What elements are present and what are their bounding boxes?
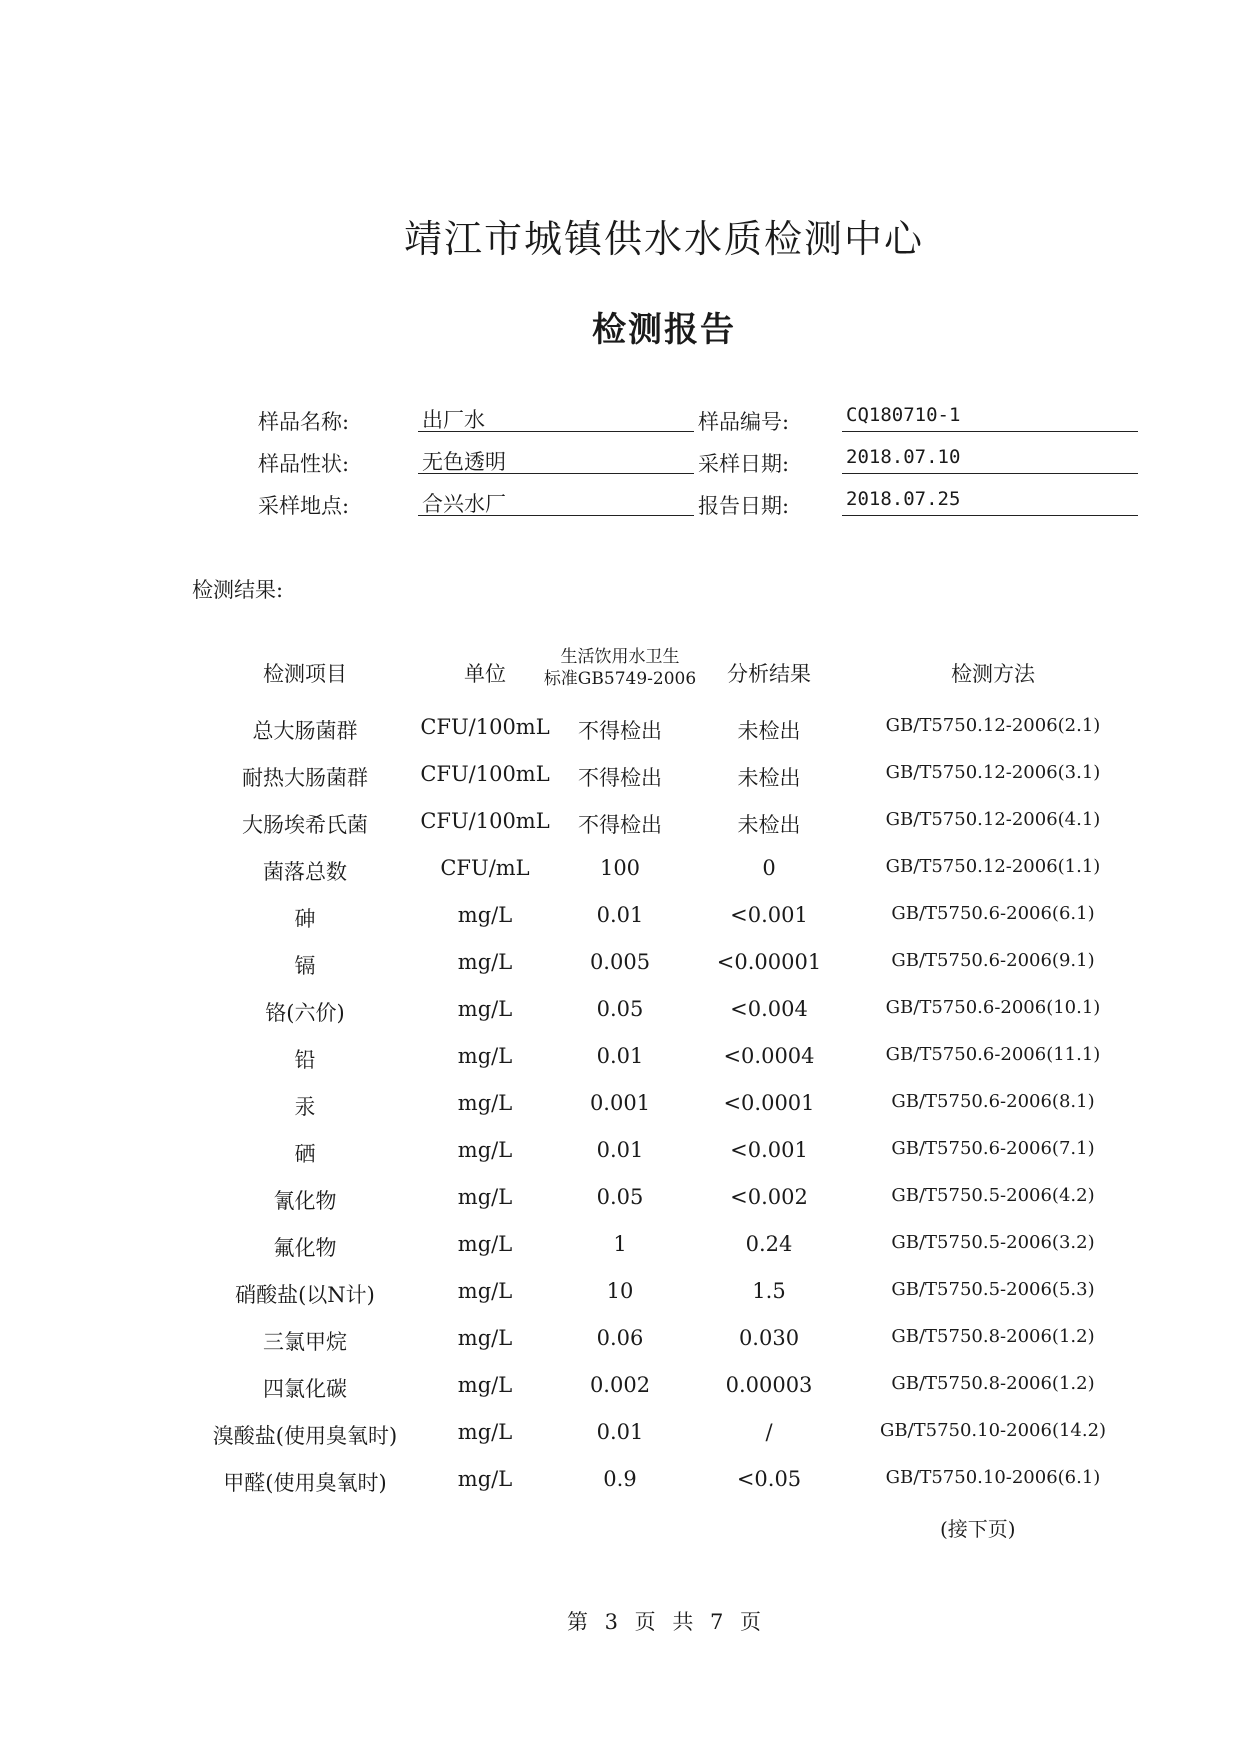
cell-method: GB/T5750.6-2006(9.1)	[891, 950, 1095, 971]
cell-result: /	[765, 1420, 773, 1444]
report-date-value: 2018.07.25	[842, 488, 1138, 516]
results-label: 检测结果:	[192, 578, 284, 602]
cell-unit: mg/L	[457, 1044, 513, 1068]
report-date-label: 报告日期:	[698, 494, 790, 518]
cell-result: 未检出	[737, 813, 801, 837]
cell-result: 0.00003	[725, 1373, 813, 1397]
cell-method: GB/T5750.10-2006(6.1)	[885, 1467, 1101, 1488]
continued-note: (接下页)	[940, 1517, 1016, 1541]
cell-method: GB/T5750.12-2006(4.1)	[885, 809, 1101, 830]
table-row	[0, 1044, 1240, 1090]
cell-item: 总大肠菌群	[252, 719, 358, 743]
cell-standard: 0.05	[596, 1185, 644, 1209]
cell-unit: CFU/100mL	[420, 762, 550, 786]
col-header-standard-line2: 标准GB5749-2006	[543, 669, 697, 689]
cell-unit: mg/L	[457, 1232, 513, 1256]
col-header-unit: 单位	[464, 662, 506, 686]
cell-method: GB/T5750.5-2006(5.3)	[891, 1279, 1095, 1300]
cell-unit: mg/L	[457, 1279, 513, 1303]
cell-standard: 100	[599, 856, 641, 880]
table-row	[0, 1373, 1240, 1419]
cell-standard: 1	[613, 1232, 627, 1256]
cell-item: 菌落总数	[263, 860, 347, 884]
cell-standard: 0.9	[603, 1467, 637, 1491]
cell-result: 未检出	[737, 719, 801, 743]
table-row	[0, 856, 1240, 902]
cell-standard: 10	[606, 1279, 634, 1303]
sample-name-value: 出厂水	[418, 404, 694, 432]
cell-item: 铅	[294, 1048, 316, 1072]
cell-item: 硝酸盐(以N计)	[235, 1283, 375, 1307]
col-header-standard-line1: 生活饮用水卫生	[560, 647, 680, 667]
cell-result: <0.0004	[723, 1044, 815, 1068]
cell-result: 0.030	[738, 1326, 800, 1350]
cell-result: 0	[762, 856, 776, 880]
sample-name-label: 样品名称:	[258, 410, 350, 434]
cell-standard: 0.001	[589, 1091, 651, 1115]
sample-state-label: 样品性状:	[258, 452, 350, 476]
cell-item: 耐热大肠菌群	[242, 766, 368, 790]
cell-method: GB/T5750.12-2006(1.1)	[885, 856, 1101, 877]
cell-item: 四氯化碳	[263, 1377, 347, 1401]
cell-item: 溴酸盐(使用臭氧时)	[212, 1424, 398, 1448]
table-row	[0, 1279, 1240, 1325]
cell-standard: 0.06	[596, 1326, 644, 1350]
cell-method: GB/T5750.6-2006(7.1)	[891, 1138, 1095, 1159]
cell-item: 镉	[294, 954, 316, 978]
sample-state-value: 无色透明	[418, 446, 694, 474]
cell-unit: CFU/mL	[440, 856, 530, 880]
cell-unit: mg/L	[457, 1138, 513, 1162]
cell-method: GB/T5750.8-2006(1.2)	[891, 1373, 1095, 1394]
cell-method: GB/T5750.10-2006(14.2)	[879, 1420, 1107, 1441]
cell-result: <0.001	[730, 903, 808, 927]
cell-item: 三氯甲烷	[263, 1330, 347, 1354]
cell-result: <0.05	[736, 1467, 802, 1491]
cell-standard: 不得检出	[578, 813, 662, 837]
cell-unit: mg/L	[457, 1420, 513, 1444]
cell-standard: 0.002	[589, 1373, 651, 1397]
cell-unit: mg/L	[457, 1373, 513, 1397]
cell-item: 铬(六价)	[265, 1001, 345, 1025]
cell-standard: 不得检出	[578, 766, 662, 790]
cell-standard: 0.01	[596, 1138, 644, 1162]
report-title: 检测报告	[592, 310, 736, 350]
cell-method: GB/T5750.12-2006(3.1)	[885, 762, 1101, 783]
cell-item: 氰化物	[273, 1189, 337, 1213]
table-row	[0, 1091, 1240, 1137]
cell-standard: 0.01	[596, 1044, 644, 1068]
cell-item: 甲醛(使用臭氧时)	[223, 1471, 387, 1495]
cell-result: <0.00001	[716, 950, 822, 974]
cell-item: 大肠埃希氏菌	[242, 813, 368, 837]
sampling-date-value: 2018.07.10	[842, 446, 1138, 474]
cell-unit: mg/L	[457, 1326, 513, 1350]
cell-unit: mg/L	[457, 997, 513, 1021]
page-number: 第 3 页 共 7 页	[566, 1610, 762, 1634]
table-row	[0, 997, 1240, 1043]
cell-item: 砷	[294, 907, 316, 931]
table-row	[0, 1326, 1240, 1372]
cell-unit: mg/L	[457, 950, 513, 974]
table-row	[0, 1420, 1240, 1466]
cell-result: 未检出	[737, 766, 801, 790]
sampling-site-value: 合兴水厂	[418, 488, 694, 516]
cell-standard: 0.005	[589, 950, 651, 974]
sampling-date-label: 采样日期:	[698, 452, 790, 476]
cell-result: <0.0001	[723, 1091, 815, 1115]
cell-result: <0.002	[730, 1185, 808, 1209]
col-header-standard	[540, 646, 700, 690]
cell-unit: CFU/100mL	[420, 715, 550, 739]
cell-unit: mg/L	[457, 903, 513, 927]
cell-method: GB/T5750.8-2006(1.2)	[891, 1326, 1095, 1347]
cell-method: GB/T5750.5-2006(4.2)	[891, 1185, 1095, 1206]
cell-standard: 0.01	[596, 1420, 644, 1444]
cell-standard: 0.05	[596, 997, 644, 1021]
cell-item: 氟化物	[273, 1236, 337, 1260]
sampling-site-label: 采样地点:	[258, 494, 350, 518]
cell-method: GB/T5750.6-2006(11.1)	[885, 1044, 1101, 1065]
col-header-result: 分析结果	[727, 662, 811, 686]
cell-result: 0.24	[745, 1232, 793, 1256]
table-row	[0, 950, 1240, 996]
cell-unit: mg/L	[457, 1467, 513, 1491]
cell-unit: CFU/100mL	[420, 809, 550, 833]
sample-no-value: CQ180710-1	[842, 404, 1138, 432]
sample-no-label: 样品编号:	[698, 410, 790, 434]
table-row	[0, 809, 1240, 855]
cell-method: GB/T5750.6-2006(8.1)	[891, 1091, 1095, 1112]
cell-unit: mg/L	[457, 1091, 513, 1115]
cell-method: GB/T5750.6-2006(10.1)	[885, 997, 1101, 1018]
table-row	[0, 1138, 1240, 1184]
table-row	[0, 1467, 1240, 1513]
col-header-method: 检测方法	[951, 662, 1035, 686]
cell-standard: 0.01	[596, 903, 644, 927]
organization-title: 靖江市城镇供水水质检测中心	[403, 217, 924, 261]
cell-method: GB/T5750.5-2006(3.2)	[891, 1232, 1095, 1253]
cell-result: <0.001	[730, 1138, 808, 1162]
col-header-item: 检测项目	[263, 662, 347, 686]
cell-item: 硒	[294, 1142, 316, 1166]
cell-result: <0.004	[730, 997, 808, 1021]
table-row	[0, 1185, 1240, 1231]
cell-standard: 不得检出	[578, 719, 662, 743]
table-row	[0, 762, 1240, 808]
cell-unit: mg/L	[457, 1185, 513, 1209]
cell-method: GB/T5750.12-2006(2.1)	[885, 715, 1101, 736]
cell-item: 汞	[294, 1095, 316, 1119]
cell-method: GB/T5750.6-2006(6.1)	[891, 903, 1095, 924]
cell-result: 1.5	[752, 1279, 786, 1303]
table-row	[0, 1232, 1240, 1278]
table-row	[0, 903, 1240, 949]
table-row	[0, 715, 1240, 761]
